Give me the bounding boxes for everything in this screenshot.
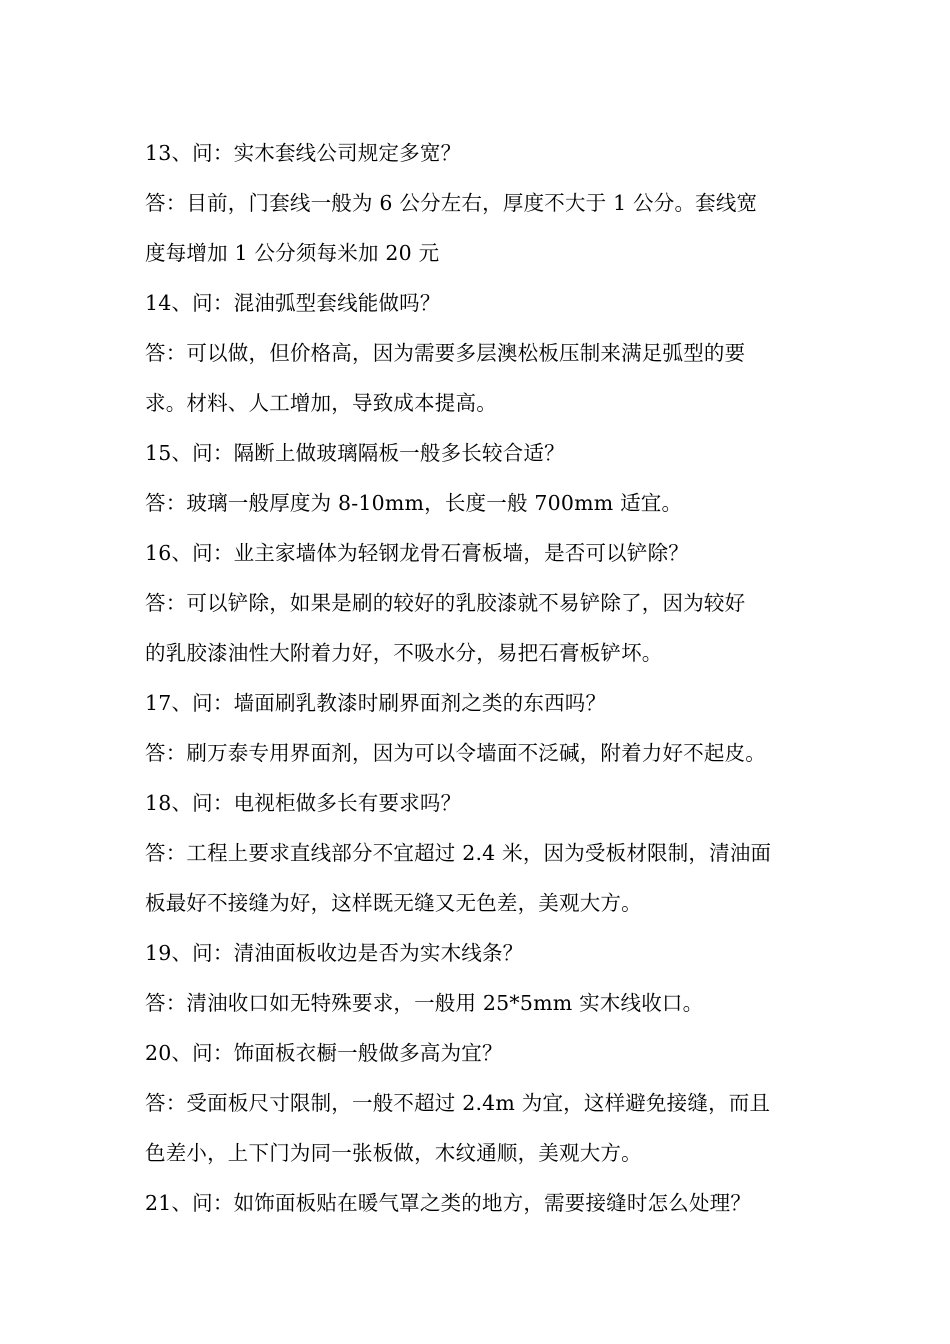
answer-13-line-2: 度每增加 1 公分须每米加 20 元 — [145, 241, 440, 265]
answer-14-line-2: 求。材料、人工增加，导致成本提高。 — [145, 391, 497, 415]
question-16: 16、问：业主家墙体为轻钢龙骨石膏板墙，是否可以铲除？ — [145, 541, 689, 565]
answer-19: 答：清油收口如无特殊要求，一般用 25*5mm 实木线收口。 — [145, 991, 704, 1015]
question-21: 21、问：如饰面板贴在暖气罩之类的地方，需要接缝时怎么处理？ — [145, 1191, 752, 1215]
question-13: 13、问：实木套线公司规定多宽？ — [145, 141, 462, 165]
answer-20-line-2: 色差小，上下门为同一张板做，木纹通顺，美观大方。 — [145, 1141, 642, 1165]
answer-18-line-1: 答：工程上要求直线部分不宜超过 2.4 米，因为受板材限制，清油面 — [145, 841, 772, 865]
answer-15: 答：玻璃一般厚度为 8-10mm，长度一般 700mm 适宜。 — [145, 491, 683, 515]
answer-16-line-2: 的乳胶漆油性大附着力好，不吸水分，易把石膏板铲坏。 — [145, 641, 663, 665]
question-18: 18、问：电视柜做多长有要求吗？ — [145, 791, 462, 815]
question-15: 15、问：隔断上做玻璃隔板一般多长较合适？ — [145, 441, 565, 465]
answer-18-line-2: 板最好不接缝为好，这样既无缝又无色差，美观大方。 — [145, 891, 642, 915]
answer-17: 答：刷万泰专用界面剂，因为可以令墙面不泛碱，附着力好不起皮。 — [145, 741, 766, 765]
question-17: 17、问：墙面刷乳教漆时刷界面剂之类的东西吗？ — [145, 691, 607, 715]
answer-16-line-1: 答：可以铲除，如果是刷的较好的乳胶漆就不易铲除了，因为较好 — [145, 591, 746, 615]
document-body — [145, 128, 815, 1228]
answer-14-line-1: 答：可以做，但价格高，因为需要多层澳松板压制来满足弧型的要 — [145, 341, 746, 365]
answer-20-line-1: 答：受面板尺寸限制，一般不超过 2.4m 为宜，这样避免接缝，而且 — [145, 1091, 771, 1115]
question-20: 20、问：饰面板衣橱一般做多高为宜？ — [145, 1041, 503, 1065]
question-19: 19、问：清油面板收边是否为实木线条？ — [145, 941, 524, 965]
question-14: 14、问：混油弧型套线能做吗？ — [145, 291, 441, 315]
answer-13-line-1: 答：目前，门套线一般为 6 公分左右，厚度不大于 1 公分。套线宽 — [145, 191, 758, 215]
